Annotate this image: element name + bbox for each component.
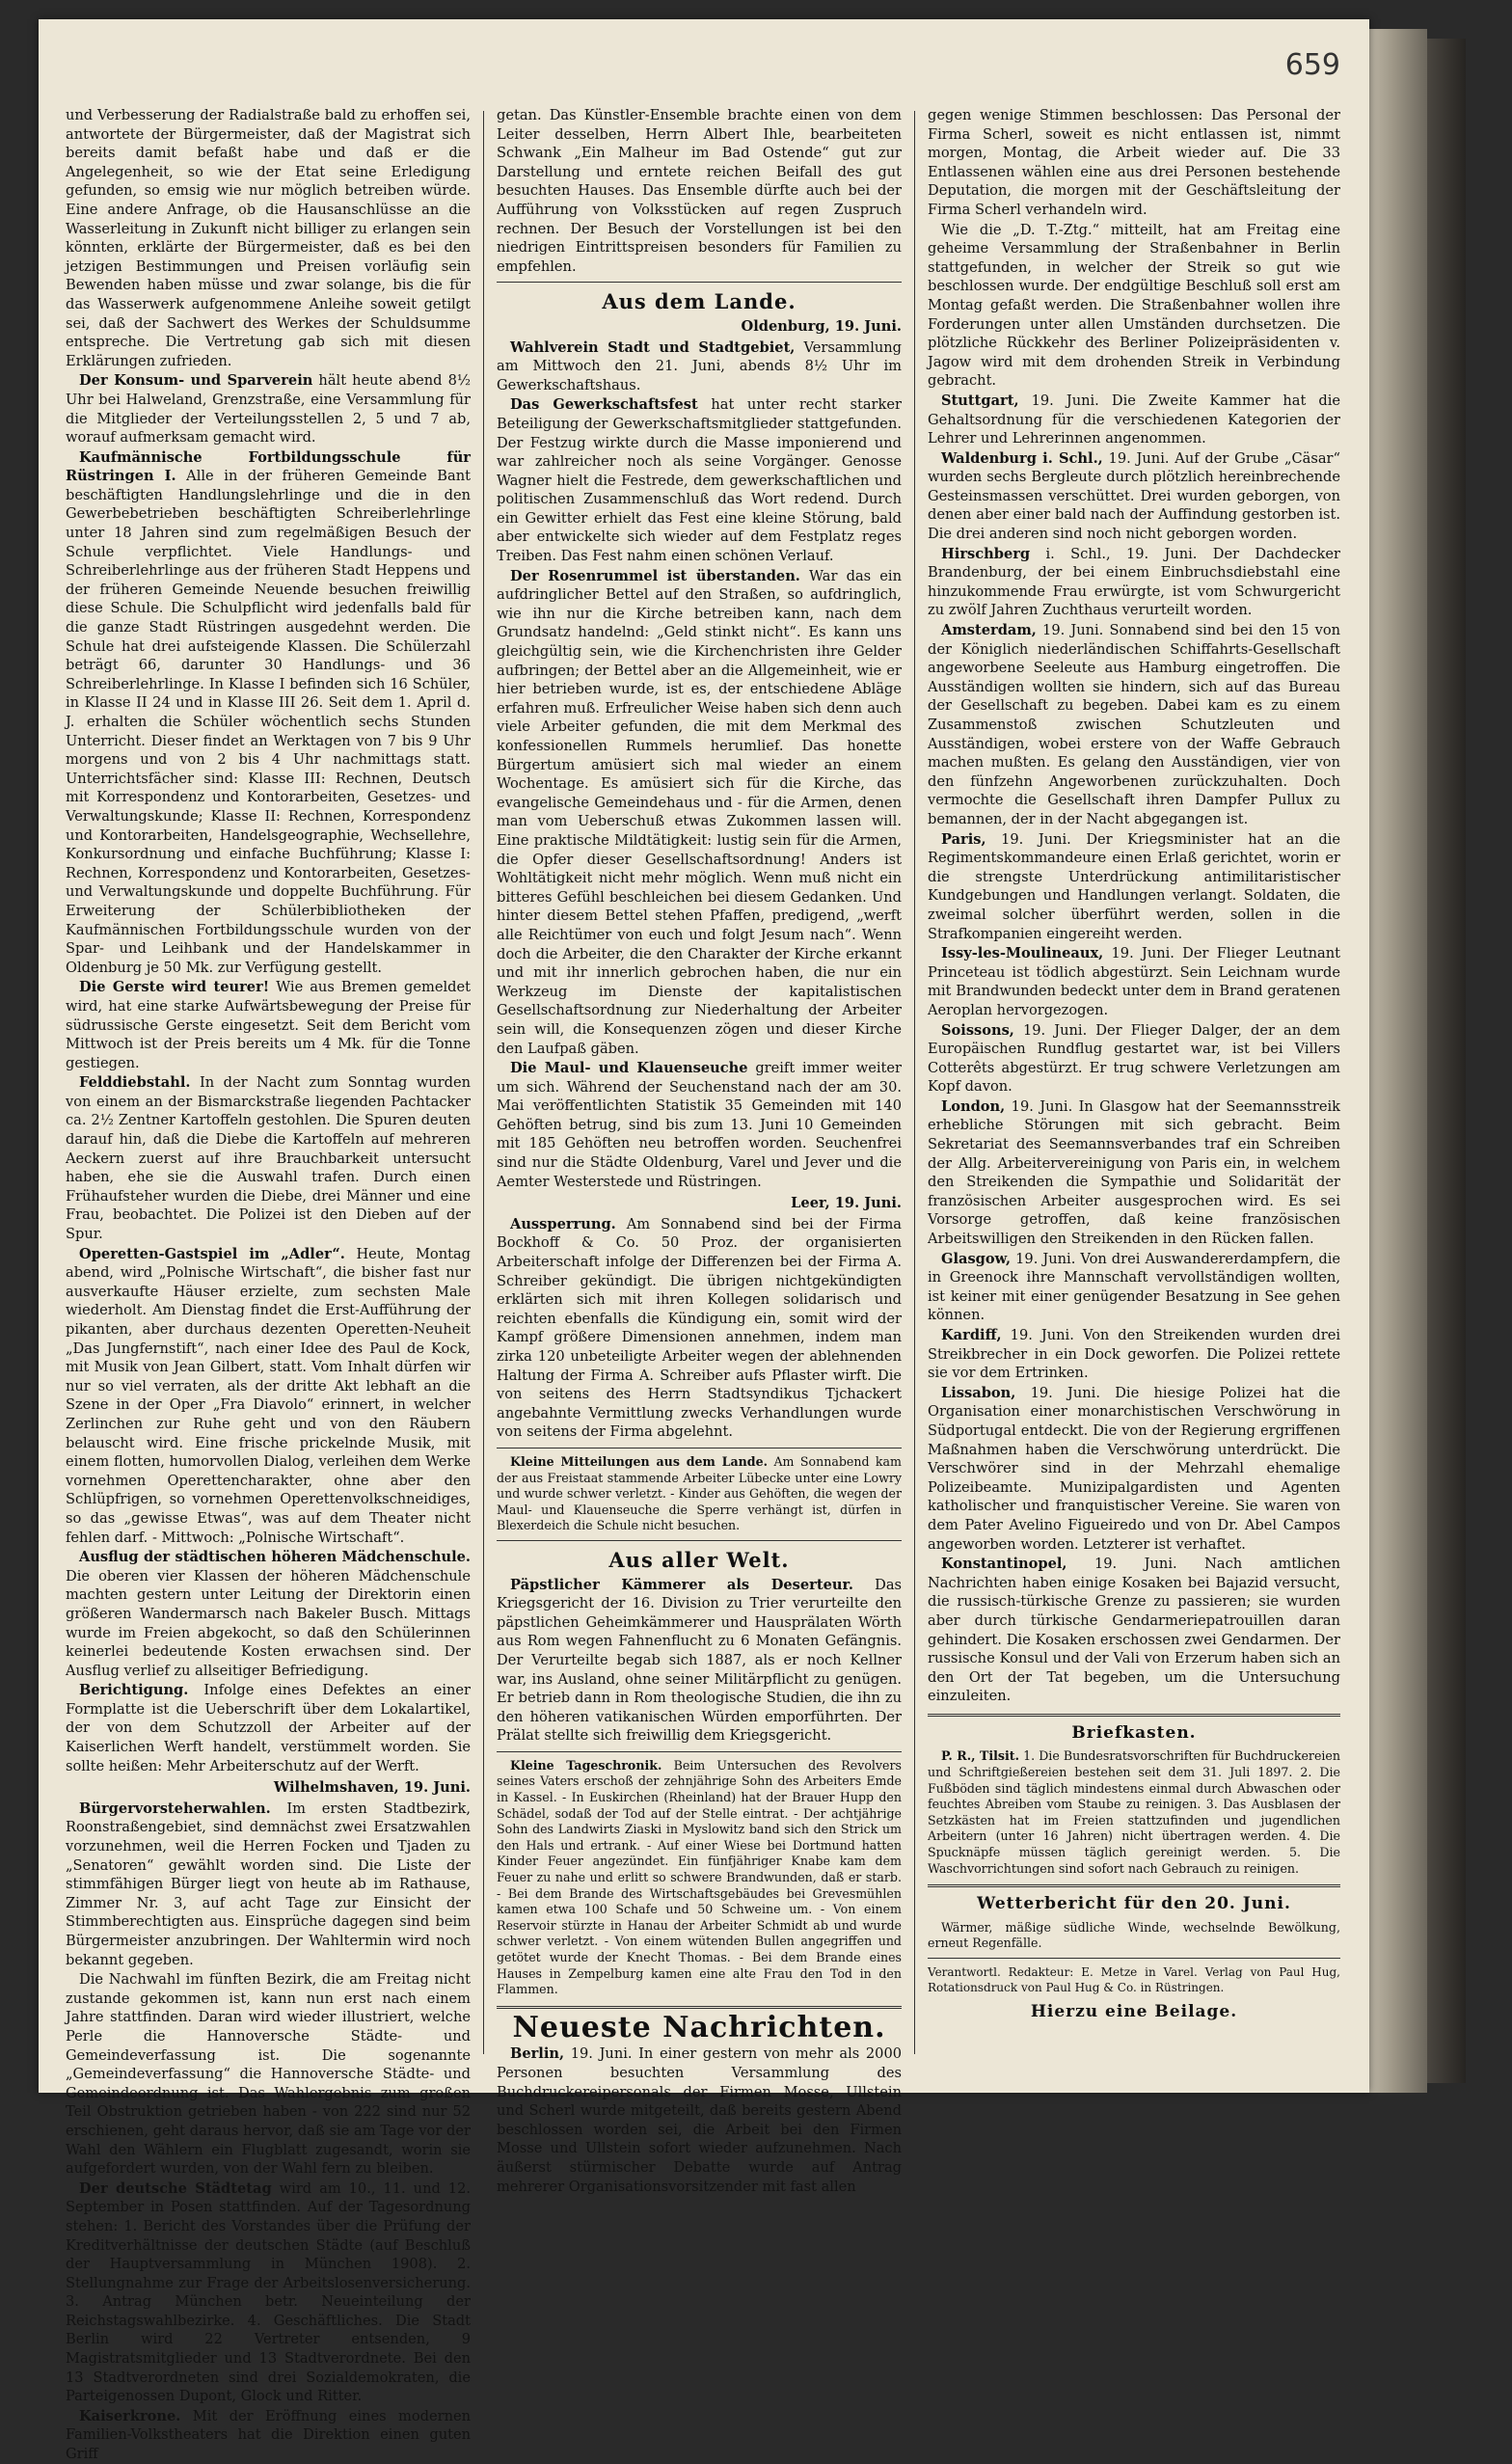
text-paris: 19. Juni. Der Kriegsminister hat an die Regimentskommandeure einen Erlaß gerichtet, worin er die strengste Unterdrückung antimilitaristischer Kundgebungen und Handlungen verlangt. Soldaten, die zweimal solcher überführt werden, sollen in die Strafkompanien eingereiht werden. xyxy=(928,830,1340,942)
headline-tageschronik: Kleine Tageschronik. xyxy=(510,1757,662,1773)
article-konsumverein xyxy=(66,371,471,447)
headline-buergervorsteher: Bürgervorsteherwahlen. xyxy=(79,1800,271,1817)
text-fortbildungsschule: Alle in der früheren Gemeinde Bant beschäftigten Handlungslehrlinge und die in den Gewerbebetrieben beschäftigten Schreiberlehrlinge unter 18 Jahren sind zum regelmäßigen Besuch der Schule verpflichtet. Viele Handlungs- und Schreiberlehrlinge aus der früheren Stadt Heppens und der früheren Gemeinde Neuende besuchen freiwillig diese Schule. Die Schulpflicht wird jedenfalls bald für die ganze Stadt Rüstringen ausgedehnt werden. Die Schule hat drei aufsteigende Klassen. Die Schülerzahl beträgt 66, darunter 30 Handlungs- und 36 Schreiberlehrlinge. In Klasse I befinden sich 16 Schüler, in Klasse II 24 und in Klasse III 26. Seit dem 1. April d. J. erhalten die Schüler wöchentlich sechs Stunden Unterricht. Dieser findet an Werktagen von 7 bis 9 Uhr morgens und von 2 bis 4 Uhr nachmittags statt. Unterrichtsfächer sind: Klasse III: Rechnen, Deutsch mit Korrespondenz und Kontorarbeiten, Gesetzes- und Verwaltungskunde; Klasse II: Rechnen, Korrespondenz und Kontorarbeiten, Handelsgeographie, Wechsellehre, Konkursordnung und einfache Buchführung; Klasse I: Rechnen, Korrespondenz und Kontorarbeiten, Gesetzes- und Verwaltungskunde und doppelte Buchführung. Für Erweiterung der Schülerbibliotheken der Kaufmännischen Fortbildungsschule wurden von der Spar- und Leihbank und der Handelskammer in Oldenburg je 50 Mk. zur Verfügung gestellt. xyxy=(66,468,471,976)
article-operetten xyxy=(66,1245,471,1548)
text-issy: 19. Juni. Der Flieger Leutnant Princeteau ist tödlich abgestürzt. Sein Leichnam wurde mit Brandwunden bedeckt unter dem in Brand geratenen Aeroplan hervorgezogen. xyxy=(928,945,1341,1018)
section-heading-neueste-nachrichten: Neueste Nachrichten. xyxy=(512,2010,886,2044)
column-rule-2 xyxy=(914,111,915,2054)
supplement-note: Hierzu eine Beilage. xyxy=(1030,2002,1238,2021)
text-wahlverein: Versammlung am Mittwoch den 21. Juni, abends 8½ Uhr im Gewerkschaftshaus. xyxy=(497,338,903,393)
text-staedtetag: wird am 10., 11. und 12. September in Posen stattfinden. Auf der Tagesordnung stehen: 1. Bericht des Vorstandes über die Prüfung der Kreditverhältnisse der deutschen Städte (auf Beschluß der Hauptversammlung in München 1908). 2. Stellungnahme zur Frage der Arbeitslosenversicherung. 3. Antrag München betr. Neueinteilung der Reichstagswahlbezirke. 4. Geschäftliches. Die Stadt Berlin wird 22 Vertreter entsenden, 9 Magistratsmitglieder und 13 Stadtverordnete. Bei den 13 Stadtverordneten sind drei Sozialdemokraten, die Parteigenossen Dupont, Glock und Ritter. xyxy=(66,2180,471,2405)
column-2 xyxy=(497,106,903,2195)
article-maedchenschule xyxy=(66,1548,471,1680)
text-briefkasten: 1. Die Bundesratsvorschriften für Buchdruckereien und Schriftgießereien bestehen seit dem 31. Juli 1897. 2. Die Fußböden sind täglich mindestens einmal durch Abwaschen oder feuchtes Abreiben vom Staube zu reinigen. 3. Das Ausblasen der Setzkästen hat im Freien stattzufinden und jugendlichen Arbeitern (unter 16 Jahren) nicht übertragen werden. 4. Die Spucknäpfe müssen täglich gereinigt werden. 5. Die Waschvorrichtungen sind sofort nach Gebrauch zu reinigen. xyxy=(928,1748,1340,1876)
dateline-kardiff: Kardiff, xyxy=(941,1327,1002,1343)
page-number: 659 xyxy=(1284,48,1340,82)
headline-maulseuche: Die Maul- und Klauenseuche xyxy=(510,1060,748,1077)
dateline-stuttgart: Stuttgart, xyxy=(941,392,1019,409)
section-rule xyxy=(497,282,902,283)
section-heading-aus-aller-welt: Aus aller Welt. xyxy=(608,1547,790,1572)
headline-aussperrung: Aussperrung. xyxy=(510,1215,616,1232)
article-briefkasten xyxy=(928,1748,1340,1877)
dateline-lissabon: Lissabon, xyxy=(941,1384,1016,1401)
section-rule xyxy=(497,1540,902,1541)
dateline-paris: Paris, xyxy=(941,830,986,848)
article-wahlverein xyxy=(497,338,902,395)
article-kaiserkrone-cont: getan. Das Künstler-Ensemble brachte einen von dem Leiter desselben, Herrn Albert Ihle, bearbeiteten Schwank „Ein Malheur im Bad Ostende“ gut zur Darstellung und erntete reichen Beifall des gut besuchten Hauses. Das Ensemble dürfte auch bei der Aufführung von Volksstücken auf regen Zuspruch rechnen. Der Besuch der Vorstellungen ist bei den niedrigen Eintrittspreisen besonders für Familien zu empfehlen. xyxy=(497,107,902,275)
text-maedchenschule: Die oberen vier Klassen der höheren Mädchenschule machten gestern unter Leitung der Direktorin einen größeren Wandermarsch nach Bakeler Busch. Mittags wurde im Freien abgekocht, so daß den Schülerinnen keinerlei bedeutende Kosten erwachsen sind. Der Ausflug verlief zu allseitiger Befriedigung. xyxy=(66,1567,471,1679)
text-tageschronik: Beim Untersuchen des Revolvers seines Vaters erschoß der zehnjährige Sohn des Arbeiters Emde in Kassel. - In Euskirchen (Rheinland) hat der Brauer Hupp den Schädel, sodaß der Tod auf der Stelle eintrat. - Der achtjährige Sohn des Landwirts Ziaski in Myslowitz band sich den Strick um den Hals und ertrank. - Auf einer Wiese bei Dortmund hatten Kinder Feuer angezündet. Ein fünfjähriger Knabe kam dem Feuer zu nahe und erlitt so schwere Brandwunden, daß er starb. - Bei dem Brande des Wirtschaftsgebäudes bei Grevesmühlen kamen etwa 100 Schafe und 50 Schweine um. - Von einem Reservoir stürzte in Hanau der Arbeiter Schmidt ab und wurde schwer verletzt. - Von einem wütenden Bullen angegriffen und getötet wurde der Knecht Thomas. - Bei dem Brande eines Hauses in Zempelburg kamen eine alte Frau den Tod in den Flammen. xyxy=(497,1757,902,1997)
text-kaiserkrone: Mit der Eröffnung eines modernen Familien-Volkstheaters hat die Direktion einen guten Griff xyxy=(66,2407,471,2463)
dateline-london: London, xyxy=(941,1097,1006,1115)
headline-rosenrummel: Der Rosenrummel ist überstanden. xyxy=(510,567,800,584)
text-berichtigung: Infolge eines Defektes an einer Formplatte ist die Ueberschrift über dem Lokalartikel, der von dem Schutzzoll der Arbeiter auf der Kaiserlichen Werft handelt, verstümmelt worden. Sie sollte heißen: Mehr Arbeiterschutz auf der Werft. xyxy=(66,1682,471,1774)
article-rosenrummel xyxy=(497,567,902,1058)
dateline-oldenburg: Oldenburg, 19. Juni. xyxy=(741,317,902,335)
section-rule xyxy=(497,1448,902,1449)
text-gerste: Wie aus Bremen gemeldet wird, hat eine starke Aufwärtsbewegung der Preise für südrussische Gerste eingesetzt. Seit dem Bericht vom Mittwoch ist der Preis bereits um 4 Mk. für die Tonne gestiegen. xyxy=(66,979,471,1071)
article-gerste xyxy=(66,978,471,1072)
column-3 xyxy=(928,106,1340,2064)
column-1 xyxy=(66,106,472,2463)
headline-felddiebstahl: Felddiebstahl. xyxy=(79,1074,191,1092)
article-kaiserkrone xyxy=(66,2407,471,2464)
dateline-soissons: Soissons, xyxy=(941,1021,1014,1039)
headline-kaemmerer: Päpstlicher Kämmerer als Deserteur. xyxy=(510,1576,853,1593)
article-hirschberg xyxy=(928,545,1340,620)
text-soissons: 19. Juni. Der Flieger Dalger, der an dem Europäischen Rundflug gestartet war, ist bei Villers Cotterêts abgestürzt. Er trug schwere Verletzungen am Kopf davon. xyxy=(928,1021,1341,1096)
text-berlin: In einer gestern von mehr als 2000 Personen besuchten Versammlung des Buchdruckereipersonals der Firmen Mosse, Ullstein und Scherl wurde mitgeteilt, daß bereits gestern Abend beschlossen worden sei, die Arbeit bei den Firmen Mosse und Ullstein sofort wieder aufzunehmen. Nach äußerst stürmischer Debatte wurde auf Antrag mehrerer Organisationsvorsitzender mit fast allen xyxy=(497,2045,903,2195)
headline-operetten: Operetten-Gastspiel im „Adler“. xyxy=(79,1245,345,1262)
article-maulseuche xyxy=(497,1059,902,1191)
newspaper-page xyxy=(39,19,1369,2463)
article-aussperrung xyxy=(497,1215,902,1442)
headline-briefkasten-recipient: P. R., Tilsit. xyxy=(941,1748,1019,1764)
headline-gewerkschaftsfest: Das Gewerkschaftsfest xyxy=(510,396,698,414)
dateline-glasgow: Glasgow, xyxy=(941,1250,1012,1267)
text-operetten: Heute, Montag abend, wird „Polnische Wirtschaft“, die bisher fast nur ausverkaufte Häuser erzielte, zum sechsten Male wiederholt. Am Dienstag findet die Erst-Aufführung der pikanten, aber durchaus dezenten Operetten-Neuheit „Das Jungfernstift“, nach einer Idee des Paul de Kock, mit Musik von Jean Gilbert, statt. Vom Inhalt dürfen wir nur so viel verraten, als der dritte Akt lebhaft an die Szene in der Oper „Fra Diavolo“ erinnert, in welcher Zerlinchen zur Ruhe geht und von den Räubern belauscht wird. Eine frische prickelnde Musik, mit einem flotten, humorvollen Dialog, verleihen dem Werke vornehmen Operettencharakter, ohne aber den Schlüpfrigen, so vornehmen Operettenvolkschneidiges, so das „gewisse Etwas“, was auf dem Theater nicht fehlen darf. - Mittwoch: „Polnische Wirtschaft“. xyxy=(66,1245,472,1546)
article-gewerkschaftsfest xyxy=(497,395,902,565)
dateline-hirschberg: Hirschberg xyxy=(941,545,1031,562)
text-waldenburg: 19. Juni. Auf der Grube „Cäsar“ wurden sechs Bergleute durch plötzlich hereinbrechende Gesteinsmassen verschüttet. Drei wurden geborgen, von denen aber einer bald nach der Auffindung gestorben ist. Die drei anderen sind noch nicht geborgen worden. xyxy=(928,449,1340,543)
section-heading-briefkasten: Briefkasten. xyxy=(1071,1722,1197,1743)
article-glasgow xyxy=(928,1250,1340,1325)
headline-wahlverein: Wahlverein Stadt und Stadtgebiet, xyxy=(510,338,796,356)
text-stuttgart: 19. Juni. Die Zweite Kammer hat die Gehaltsordnung für die verschiedenen Kategorien der Lehrer und Lehrerinnen angenommen. xyxy=(928,392,1341,447)
dateline-issy: Issy-les-Moulineaux, xyxy=(941,945,1104,962)
dateline-berlin-date: 19. Juni. xyxy=(570,2045,633,2063)
headline-berichtigung: Berichtigung. xyxy=(79,1682,189,1699)
text-hirschberg: i. Schl., 19. Juni. Der Dachdecker Brandenburg, der bei einem Einbruchsdiebstahl eine hinzukommende Frau erwürgte, ist vom Schwurgericht zu zwölf Jahren Zuchthaus verurteilt worden. xyxy=(928,545,1341,619)
headline-kaiserkrone: Kaiserkrone. xyxy=(79,2407,181,2424)
article-berichtigung xyxy=(66,1681,471,1775)
headline-konsumverein: Der Konsum- und Sparverein xyxy=(79,372,313,390)
section-double-rule xyxy=(928,1714,1340,1717)
dateline-waldenburg: Waldenburg i. Schl., xyxy=(941,449,1103,467)
text-felddiebstahl: In der Nacht zum Sonntag wurden von einem an der Bismarckstraße liegenden Pachtacker ca. 2½ Zentner Kartoffeln gestohlen. Die Spuren deuten darauf hin, daß die Diebe die Kartoffeln auf mehreren Aeckern zuerst auf ihre Brauchbarkeit untersucht haben, ehe sie die Auswahl trafen. Durch einen Frühaufsteher wurden die Diebe, drei Männer und eine Frau, beobachtet. Die Polizei ist den Dieben auf der Spur. xyxy=(66,1074,472,1243)
text-aussperrung: Am Sonnabend sind bei der Firma Bockhoff & Co. 50 Proz. der organisierten Arbeiterschaft infolge der Differenzen bei der Firma A. Schreiber gekündigt. Die übrigen nichtgekündigten erklärten sich mit ihren Kollegen solidarisch und reichten ebenfalls die Kündigung ein, somit wird der Kampf größere Dimensionen annehmen, indem man zirka 120 unbeteiligte Arbeiter wegen der ablehnenden Haltung der Firma A. Schreiber aufs Pflaster wirft. Die von seitens des Herrn Stadtsyndikus Tjchackert angebahnte Vermittlung zwecks Verhandlungen wurde von seitens der Firma abgelehnt. xyxy=(497,1215,902,1441)
article-waldenburg xyxy=(928,449,1340,544)
text-rosenrummel: War das ein aufdringlicher Bettel auf den Straßen, so aufdringlich, wie ihn nur die Kirche betreiben kann, nach dem Grundsatz handelnd: „Geld stinkt nicht“. Es kann uns gleichgültig sein, wie die Kirchenchristen ihre Gelder aufbringen; der Bettel aber an die Allgemeinheit, wie er hier betrieben wurde, ist es, der entschiedene Abläge erfahren muß. Erfreulicher Weise haben sich denn auch viele Arbeiter gefunden, die mit dem Merkmal des konfessionellen Rummels herumlief. Das honette Bürgertum amüsiert sich mal wieder an einem Wochentage. Es amüsiert sich für die Kirche, das evangelische Gemeindehaus und - für die Armen, denen man vom Ueberschuß etwas Zukommen lassen will. Eine praktische Mildtätigkeit: lustig sein für die Armen, die Opfer dieser Gesellschaftsordnung! Anders ist Wohltätigkeit nicht mehr möglich. Wenn muß nicht ein bitteres Gefühl beschleichen bei diesem Gedanken. Und hinter diesem Bettel stehen Pfaffen, predigend, „werft alle Reichtümer von euch und folgt Jesum nach“. Wenn doch die Arbeiter, die den Charakter der Kirche erkannt und mit ihr innerlich gebrochen haben, die nur ein Werkzeug im Dienste der kapitalistischen Gesellschaftsordnung zur Niederhaltung der Arbeiter sein will, die Konsequenzen zögen und dieser Kirche den Laufpaß gäben. xyxy=(497,567,902,1057)
text-london: 19. Juni. In Glasgow hat der Seemannsstreik erhebliche Störungen mit sich gebracht. Beim Sekretariat des Seemannsverbandes traf ein Schreiben der Allg. Arbeitervereinigung von Paris ein, in welchem den Streikenden die Sympathie und Solidarität der französischen Arbeiter ausgesprochen wird. Es sei Vorsorge getroffen, daß keine französischen Arbeitswilligen den Streikenden in den Rücken fallen. xyxy=(928,1097,1340,1248)
headline-staedtetag: Der deutsche Städtetag xyxy=(79,2180,272,2197)
text-buergervorsteher: Im ersten Stadtbezirk, Roonstraßengebiet, sind demnächst zwei Ersatzwahlen vorzunehmen, weil die Herren Focken und Tjaden zu „Senatoren“ gewählt worden sind. Die Liste der stimmfähigen Bürger liegt von heute ab im Rathause, Zimmer Nr. 3, auf acht Tage zur Einsicht der Stimmberechtigten aus. Einsprüche dagegen sind beim Bürgermeister anzubringen. Der Wahltermin wird noch bekannt gegeben. xyxy=(66,1800,472,1968)
text-gewerkschaftsfest: hat unter recht starker Beteiligung der Gewerkschaftsmitglieder stattgefunden. Der Festzug wirkte durch die Masse imponierend und war zahlreicher noch als seine Vorgänger. Genosse Wagner hielt die Festrede, dem gewerkschaftlichen und politischen Zusammenschluß das Wort redend. Durch ein Gewitter erhielt das Fest eine kleine Störung, bald aber entwickelte sich wieder auf dem Festplatz reges Treiben. Das Fest nahm einen schönen Verlauf. xyxy=(497,396,902,565)
article-lissabon xyxy=(928,1384,1340,1554)
text-kardiff: 19. Juni. Von den Streikenden wurden drei Streikbrecher in ein Dock geworfen. Die Polizei rettete sie vor dem Ertrinken. xyxy=(928,1327,1340,1382)
section-heading-aus-dem-lande: Aus dem Lande. xyxy=(602,289,796,314)
article-strassenbahner: Wie die „D. T.-Ztg.“ mitteilt, hat am Freitag eine geheime Versammlung der Straßenbahner in Berlin stattgefunden, in welcher der Streik so gut wie beschlossen wurde. Der endgültige Beschluß soll erst am Montag gefaßt werden. Die Straßenbahner wollen ihre Forderungen unter allen Umständen durchsetzen. Die plötzliche Rückkehr des Berliner Polizeipräsidenten v. Jagow wird mit dem drohenden Streik in Verbindung gebracht. xyxy=(928,221,1340,390)
text-amsterdam: 19. Juni. Sonnabend sind bei den 15 von der Königlich niederländischen Schiffahrts-Gesellschaft angeworbene Seeleute aus Hamburg eingetroffen. Die Ausständigen wollten sie hindern, sich auf das Bureau der Gesellschaft zu begeben. Dabei kam es zu einem Zusammenstoß zwischen Schutzleuten und Ausständigen, wobei erstere von der Waffe Gebrauch machen mußten. Es gelang den Ausständigen, vier von den fünfzehn Angeworbenen zurückzuhalten. Doch vermochte die Gesellschaft ihren Dampfer Pullux zu bemannen, der in der Nacht abgegangen ist. xyxy=(928,622,1341,827)
headline-gerste: Die Gerste wird teurer! xyxy=(79,979,270,996)
text-lissabon: 19. Juni. Die hiesige Polizei hat die Organisation einer monarchistischen Verschwörung in Südportugal entdeckt. Die von der Regierung ergriffenen Maßnahmen haben die Verschwörung unterdrückt. Die Verschwörer sind in der Mehrzahl ehemalige Polizeibeamte. Munizipalgardisten und Agenten katholischer und franquistischer Vereine. Sie waren von dem Pater Avelino Figueiredo und von Dr. Abel Campos angeworben worden. Letzterer ist verhaftet. xyxy=(928,1384,1340,1553)
article-fortbildungsschule xyxy=(66,448,471,978)
dateline-leer: Leer, 19. Juni. xyxy=(791,1195,902,1212)
section-double-rule xyxy=(928,1884,1340,1887)
article-nachwahl: Die Nachwahl im fünften Bezirk, die am Freitag nicht zustande gekommen ist, kann nun erst nach einem Jahre stattfinden. Daran wird wieder illustriert, welche Perle die Hannoversche Städte- und Gemeindeverfassung ist. Die sogenannte „Gemeindeverfassung“ die Hannoversche Städte- und Gemeindeordnung ist. Das Wahlergebnis zum großen Teil Obstruktion getrieben haben - von 222 sind nur 52 erschienen, geht daraus hervor, daß sie am Tage vor der Wahl den Wählern ein Flugblatt zugesandt, worin sie aufgefordert wurden, von der Wahl fern zu bleiben. xyxy=(66,1971,471,2178)
section-rule xyxy=(497,1751,902,1752)
article-soissons xyxy=(928,1021,1340,1097)
article-stuttgart xyxy=(928,392,1340,448)
section-double-rule xyxy=(497,2006,902,2009)
dateline-berlin: Berlin, xyxy=(510,2045,565,2063)
headline-kleine-mitteilungen: Kleine Mitteilungen aus dem Lande. xyxy=(510,1453,769,1469)
article-buergervorsteher xyxy=(66,1800,471,1969)
article-issy xyxy=(928,944,1340,1019)
article-paris xyxy=(928,830,1340,944)
article-konstantinopel xyxy=(928,1555,1340,1706)
article-felddiebstahl xyxy=(66,1073,471,1243)
text-konstantinopel: 19. Juni. Nach amtlichen Nachrichten haben einige Kosaken bei Bajazid versucht, die russisch-türkische Grenze zu passieren; sie wurden aber durch türkische Gendarmeriepatrouillen daran gehindert. Die Kosaken erschossen zwei Gendarmen. Der russische Konsul und der Vali von Erzerum haben sich an den Ort der Tat begeben, um die Untersuchung einzuleiten. xyxy=(928,1556,1340,1705)
headline-maedchenschule: Ausflug der städtischen höheren Mädchenschule. xyxy=(79,1549,471,1566)
article-london xyxy=(928,1097,1340,1249)
text-glasgow: 19. Juni. Von drei Auswandererdampfern, die in Greenock ihre Mannschaft vervollständigen wollten, ist keiner mit einer genügender Besatzung in See gehen können. xyxy=(928,1250,1341,1324)
dateline-konstantinopel: Konstantinopel, xyxy=(941,1556,1067,1573)
book-spine-shadow xyxy=(1427,39,1466,2083)
text-kleine-mitteilungen: Am Sonnabend kam der aus Freistaat stammende Arbeiter Lübecke unter eine Lowry und wurde schwer verletzt. - Kinder aus Gehöften, die wegen der Maul- und Klauenseuche die Sperre verhängt ist, dürfen in Blexerdeich die Schule nicht besuchen. xyxy=(497,1453,902,1533)
column-rule-1 xyxy=(483,111,484,2054)
book-edge xyxy=(1369,29,1427,2093)
article-amsterdam xyxy=(928,621,1340,829)
text-wetterbericht: Wärmer, mäßige südliche Winde, wechselnde Bewölkung, erneut Regenfälle. xyxy=(928,1919,1340,1951)
article-kaemmerer xyxy=(497,1576,902,1746)
section-heading-wetterbericht: Wetterbericht für den 20. Juni. xyxy=(977,1894,1291,1914)
article-radialstrasse: und Verbesserung der Radialstraße bald zu erhoffen sei, antwortete der Bürgermeister, daß der Magistrat sich bereits damit befaßt habe und daß er die Angelegenheit, so wie der Etat seine Erledigung gefunden, so emsig wie nur möglich betreiben würde. Eine andere Anfrage, ob die Hausanschlüsse an die Wasserleitung in Zukunft nicht billiger zu erlangen sein könnten, erklärte der Bürgermeister, daß es bei den jetzigen Bestimmungen und Preisen vorläufig sein Bewenden haben müsse und zwar solange, bis die für das Wasserwerk aufgenommene Anleihe soweit getilgt sei, daß der Sachwert des Werkes der Schuldsumme entspreche. Die Vertretung gab sich mit diesen Erklärungen zufrieden. xyxy=(66,107,471,369)
imprint: Verantwortl. Redakteur: E. Metze in Varel. Verlag von Paul Hug, Rotationsdruck von Paul Hug & Co. in Rüstringen. xyxy=(928,1965,1340,1994)
article-tageschronik xyxy=(497,1758,902,1998)
text-konsumverein: hält heute abend 8½ Uhr bei Halweland, Grenzstraße, eine Versammlung für die Mitglieder der Verteilungsstellen 2, 5 und 7 ab, worauf aufmerksam gemacht wird. xyxy=(66,372,471,447)
dateline-amsterdam: Amsterdam, xyxy=(941,622,1037,639)
article-scherl: gegen wenige Stimmen beschlossen: Das Personal der Firma Scherl, soweit es nicht entlassen ist, nimmt morgen, Montag, die Arbeit wieder auf. Die 33 Entlassenen wählen eine aus drei Personen bestehende Deputation, die morgen mit der Geschäftsleitung der Firma Scherl verhandeln wird. xyxy=(928,107,1340,218)
section-rule xyxy=(928,1958,1340,1959)
article-kardiff xyxy=(928,1326,1340,1383)
text-kaemmerer: Das Kriegsgericht der 16. Division zu Trier verurteilte den päpstlichen Geheimkämmerer und Hausprälaten Wörth aus Rom wegen Fahnenflucht zu 6 Monaten Gefängnis. Der Verurteilte begab sich 1887, als er noch Kellner war, ins Ausland, ohne seiner Militärpflicht zu genügen. Er betrieb dann in Rom theologische Studien, die ihn zu den höheren vatikanischen Würden emporführten. Der Prälat stellte sich freiwillig dem Kriegsgericht. xyxy=(497,1576,903,1745)
headline-fortbildungsschule: Kaufmännische Fortbildungsschule für Rüstringen I. xyxy=(66,448,471,485)
text-maulseuche: greift immer weiter um sich. Während der Seuchenstand nach der am 30. Mai veröffentlichten Statistik 35 Gemeinden mit 140 Gehöften betrug, sind bis zum 13. Juni 10 Gemeinden mit 185 Gehöften neu betroffen worden. Seuchenfrei sind nur die Städte Oldenburg, Varel und Jever und die Aemter Westerstede und Rüstringen. xyxy=(497,1060,903,1190)
article-staedtetag xyxy=(66,2180,471,2406)
article-kleine-mitteilungen xyxy=(497,1454,902,1534)
dateline-wilhelmshaven: Wilhelmshaven, 19. Juni. xyxy=(273,1779,471,1797)
article-berlin xyxy=(497,2044,902,2196)
